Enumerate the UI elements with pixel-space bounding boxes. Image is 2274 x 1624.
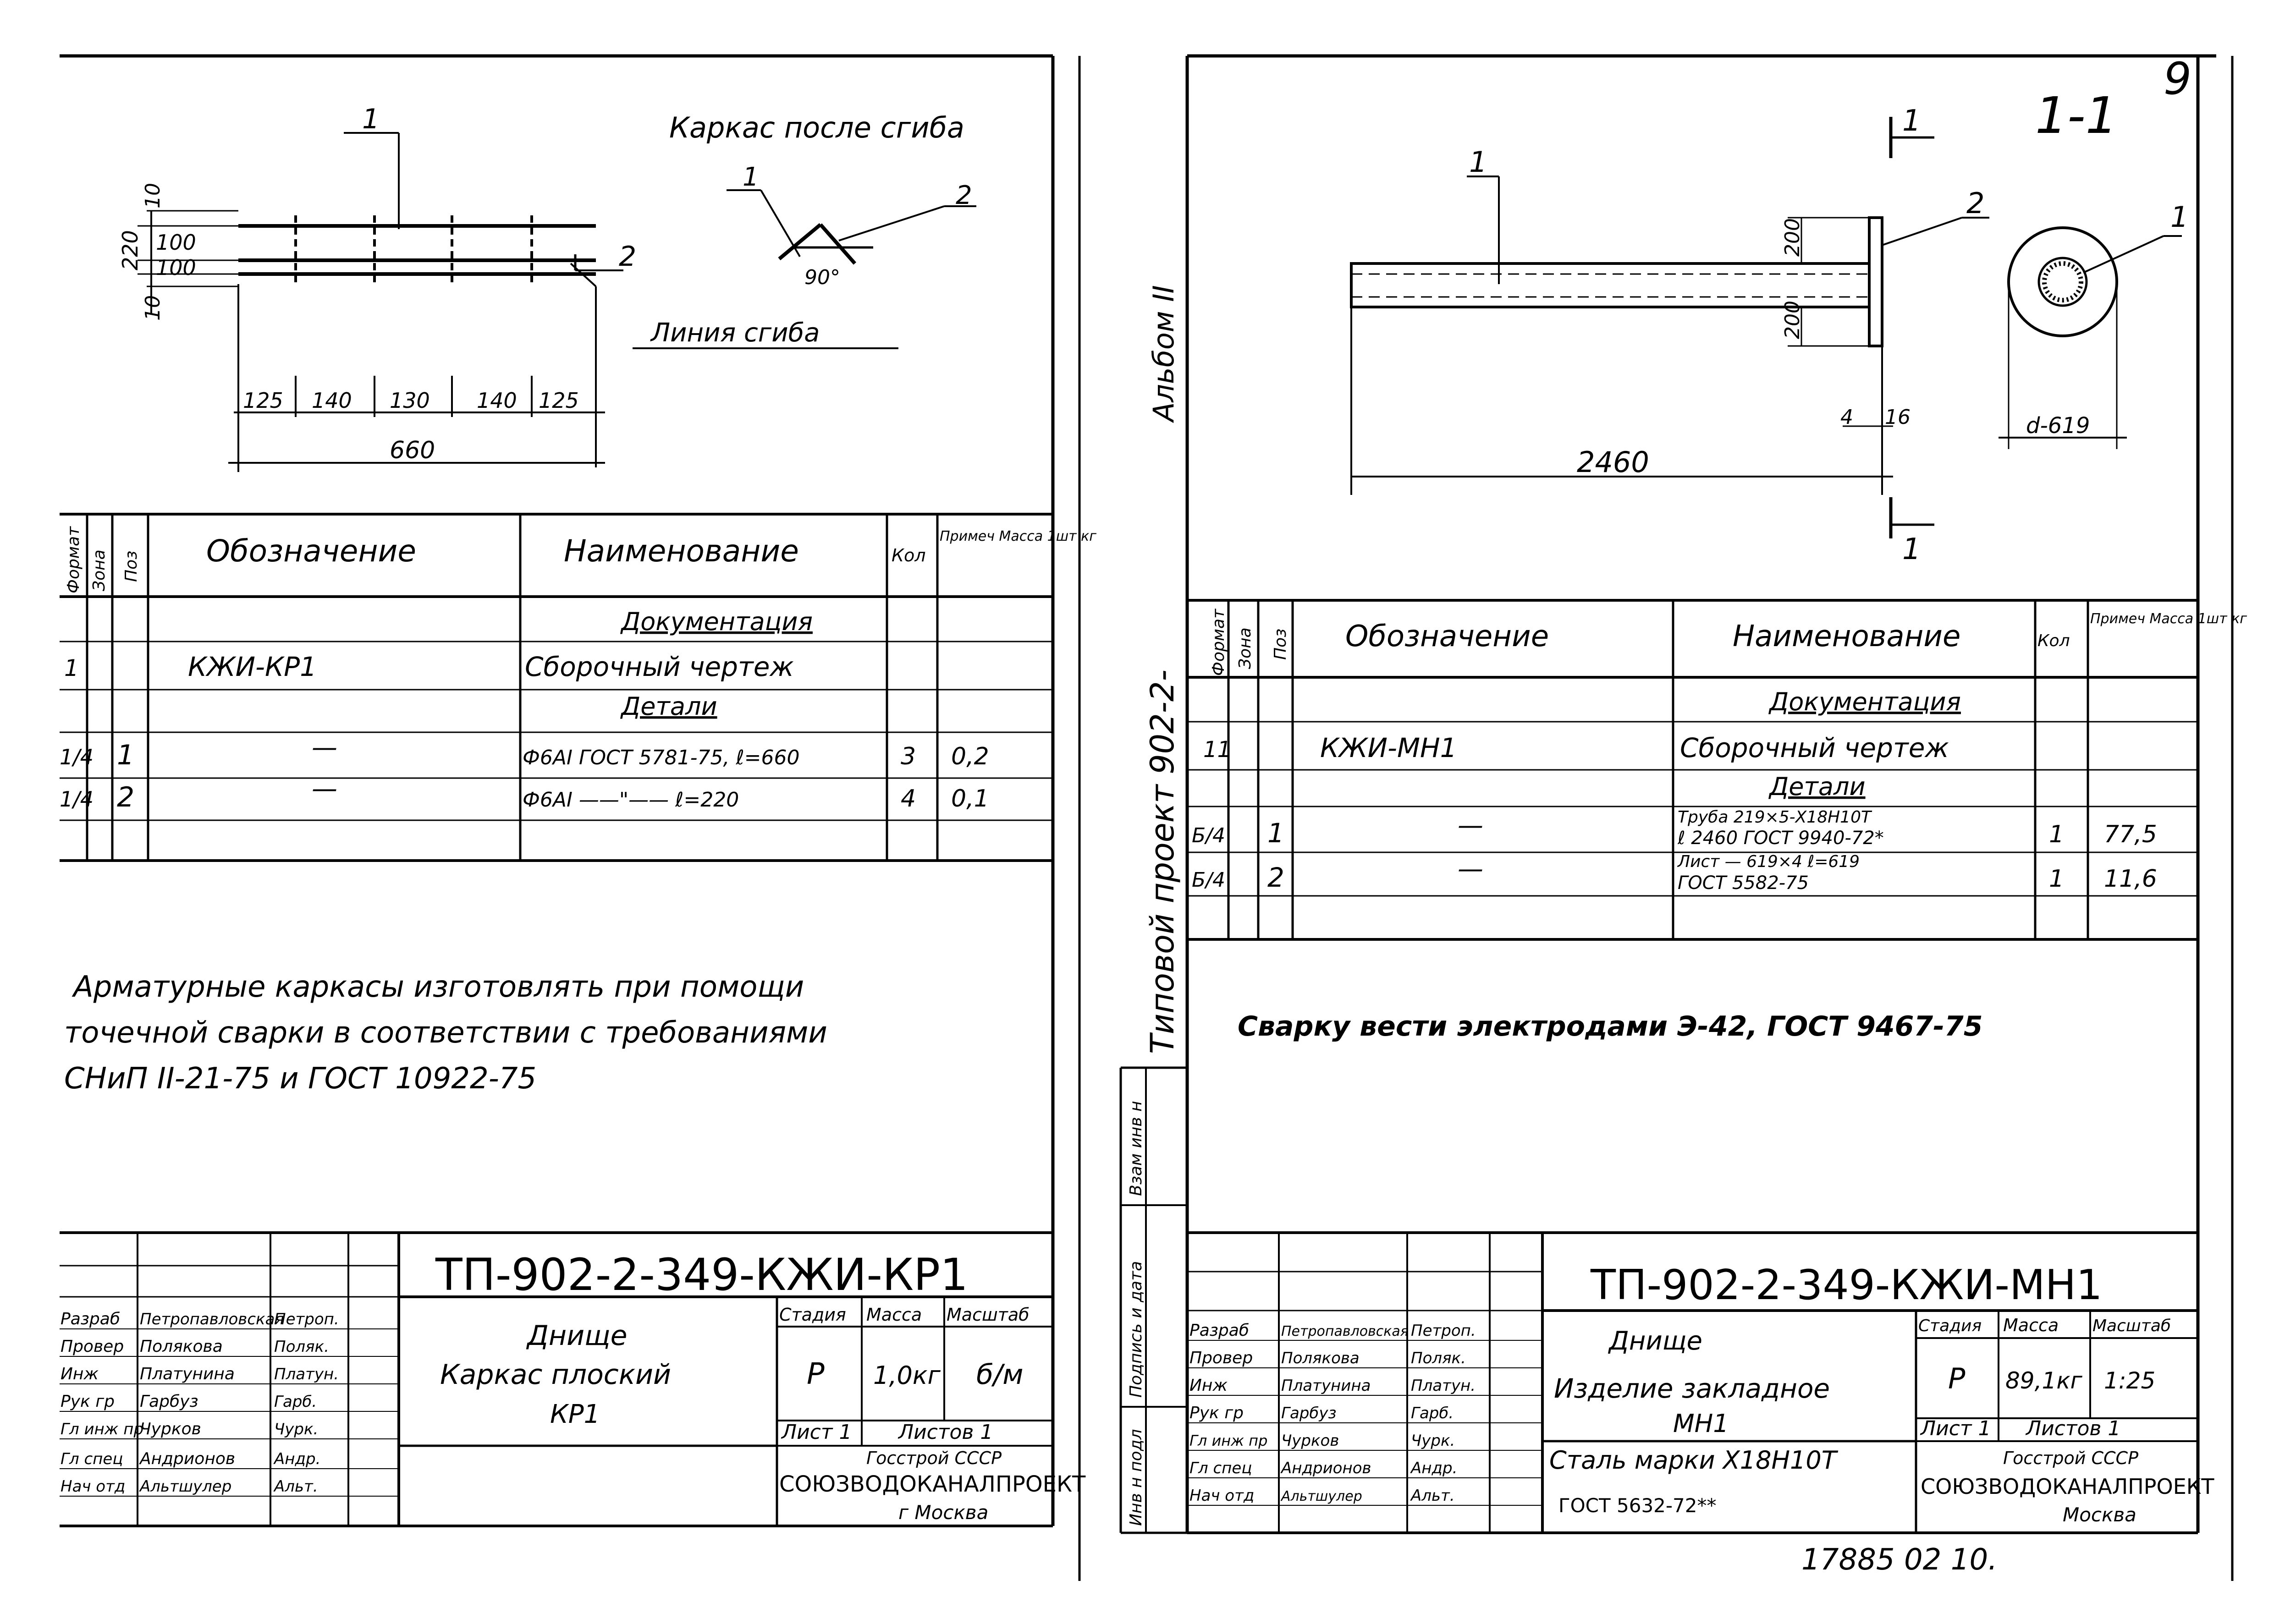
stamp-role-1: Разраб: [61, 1310, 121, 1328]
spec-header-name: Наименование: [564, 533, 799, 569]
dim-100b: 100: [156, 255, 196, 280]
cut-mark-top: 1: [1902, 104, 1921, 138]
round-callout-1: 1: [2170, 200, 2189, 234]
dim-bottom-5: 125: [539, 388, 579, 413]
dim-10b: 10: [141, 295, 165, 321]
page-number: 9: [2164, 53, 2192, 104]
spec-section-parts: Детали: [1769, 772, 1866, 801]
stamp-role-4: Рук гр: [1189, 1404, 1244, 1422]
dim-2460: 2460: [1577, 445, 1649, 479]
stamp-role-7: Нач отд: [61, 1477, 126, 1496]
stamp-stage: Р: [1948, 1362, 1966, 1395]
stamp-stage: Р: [807, 1357, 825, 1391]
end-plate: [1869, 218, 1882, 346]
stamp-signature-1: Петроп.: [1411, 1322, 1476, 1340]
vertical-album: Альбом II: [1147, 285, 1180, 422]
spec-section-docs: Документация: [621, 607, 813, 636]
stamp-role-3: Инж: [61, 1365, 99, 1383]
pipe-body: [1351, 263, 1869, 307]
side-stamp-inv: Инв н подл: [1127, 1429, 1145, 1526]
dim-200a: 200: [1781, 218, 1804, 257]
title-block-right: [1187, 1233, 2214, 1533]
spec-table-left: [60, 514, 1096, 861]
stamp-sheet: Лист 1: [782, 1421, 852, 1444]
stamp-material-1: Сталь марки Х18Н10Т: [1549, 1446, 1837, 1475]
stamp-name-4: Гарбуз: [1281, 1404, 1337, 1422]
stamp-title-2: Каркас плоский: [440, 1359, 672, 1391]
spec-row-1-format: 1/4: [60, 745, 94, 769]
dim-d: d-619: [2026, 413, 2090, 439]
left-notes: [64, 970, 827, 1096]
stamp-signature-5: Чурк.: [1411, 1432, 1455, 1450]
spec-header-zone: Зона: [1236, 627, 1255, 669]
dim-200b: 200: [1781, 301, 1804, 339]
spec-doc-name: Сборочный чертеж: [525, 651, 794, 682]
spec-row-2-pos: 2: [117, 781, 135, 813]
spec-header-note: Примеч Масса 1шт кг: [2090, 611, 2247, 627]
spec-row-1-qty: 1: [2049, 821, 2065, 848]
pipe-side-view: [1351, 145, 1989, 495]
stamp-mass-label: Масса: [2003, 1315, 2059, 1335]
stamp-sheet: Лист 1: [1921, 1417, 1991, 1440]
spec-row-2-format: Б/4: [1192, 868, 1226, 892]
spec-header-qty: Кол: [892, 545, 926, 565]
stamp-role-3: Инж: [1189, 1376, 1228, 1395]
dim-bottom-3: 130: [390, 388, 430, 413]
side-stamp-replaced: Взам инв н: [1127, 1101, 1145, 1196]
dim-220: 220: [118, 230, 143, 270]
spec-doc-format: 11: [1203, 737, 1232, 763]
stamp-name-3: Платунина: [1281, 1377, 1371, 1395]
stamp-name-2: Полякова: [1281, 1349, 1360, 1367]
stamp-role-2: Провер: [61, 1337, 124, 1356]
stamp-signature-4: Гарб.: [1411, 1404, 1454, 1422]
spec-row-1-mass: 0,2: [951, 743, 989, 770]
welding-note: Сварку вести электродами Э-42, ГОСТ 9467-75: [1238, 1010, 1983, 1042]
stamp-title-3: МН1: [1673, 1409, 1729, 1438]
spec-row-2-designation: —: [1458, 854, 1483, 884]
dim-4: 4: [1840, 406, 1853, 429]
stamp-role-7: Нач отд: [1189, 1487, 1255, 1505]
stamp-scale-label: Масштаб: [947, 1305, 1030, 1325]
dim-bottom-2: 140: [312, 388, 352, 413]
spec-row-2-name-1: Лист — 619×4 ℓ=619: [1678, 852, 1860, 871]
stamp-mass: 1,0кг: [873, 1361, 941, 1390]
stamp-signature-3: Платун.: [274, 1365, 339, 1383]
spec-header-format: Формат: [1209, 609, 1228, 676]
stamp-name-7: Альтшулер: [1281, 1488, 1362, 1504]
stamp-role-1: Разраб: [1189, 1321, 1250, 1340]
stamp-role-5: Гл инж пр: [61, 1420, 144, 1438]
spec-header-zone: Зона: [90, 549, 109, 591]
stamp-code-left: ТП-902-2-349-КЖИ-КР1: [435, 1249, 969, 1300]
stamp-role-6: Гл спец: [1189, 1459, 1252, 1477]
stamp-name-3: Платунина: [140, 1365, 235, 1383]
spec-table-right: [1187, 600, 2247, 939]
stamp-title-1: Днище: [1609, 1326, 1702, 1356]
stamp-signature-7: Альт.: [1411, 1487, 1455, 1505]
cut-mark-bottom: 1: [1902, 532, 1921, 566]
stamp-stage-label: Стадия: [1918, 1317, 1982, 1335]
spec-doc-designation: КЖИ-МН1: [1320, 732, 1457, 763]
bending-sketch: [669, 111, 976, 289]
note-line-2: точечной сварки в соответствии с требованиями: [64, 1016, 827, 1050]
stamp-signature-2: Поляк.: [1411, 1349, 1466, 1367]
bend-line-label: Линия сгиба: [651, 318, 820, 348]
spec-row-1-qty: 3: [901, 743, 916, 770]
stamp-scale-label: Масштаб: [2092, 1317, 2171, 1335]
stamp-role-6: Гл спец: [61, 1450, 123, 1468]
section-title: 1-1: [2035, 86, 2118, 145]
spec-header-pos: Поз: [122, 550, 141, 582]
spec-row-2-format: 1/4: [60, 787, 94, 812]
spec-row-1-name: Ф6АI ГОСТ 5781-75, ℓ=660: [523, 746, 800, 769]
spec-row-1-name-1: Труба 219×5-Х18Н10Т: [1678, 808, 1871, 827]
dim-10a: 10: [141, 183, 165, 208]
dim-bottom-4: 140: [477, 388, 517, 413]
title-block-left: [60, 1233, 1086, 1526]
weld-circle: [2044, 263, 2081, 300]
spec-row-1-format: Б/4: [1192, 824, 1226, 847]
spec-header-pos: Поз: [1271, 628, 1290, 660]
dim-16: 16: [1885, 406, 1911, 429]
part-callout-1: 1: [1469, 145, 1487, 179]
bending-title: Каркас после сгиба: [669, 111, 964, 144]
spec-row-1-pos: 1: [1267, 817, 1284, 849]
stamp-role-2: Провер: [1189, 1349, 1253, 1367]
spec-row-2-qty: 4: [901, 785, 916, 812]
spec-row-1-name-2: ℓ 2460 ГОСТ 9940-72*: [1678, 828, 1884, 849]
stamp-signature-6: Андр.: [274, 1450, 321, 1468]
stamp-title-2: Изделие закладное: [1554, 1373, 1830, 1404]
stamp-name-4: Гарбуз: [140, 1392, 198, 1411]
spec-row-2-pos: 2: [1267, 862, 1284, 893]
spec-section-parts: Детали: [621, 692, 717, 721]
stamp-title-1: Днище: [527, 1320, 628, 1352]
stamp-name-5: Чурков: [1281, 1432, 1339, 1450]
stamp-signature-2: Поляк.: [274, 1338, 329, 1356]
spec-section-docs: Документация: [1769, 687, 1961, 716]
flat-frame: [118, 103, 898, 472]
spec-row-2-name-2: ГОСТ 5582-75: [1678, 872, 1809, 894]
frame-callout-1: 1: [362, 103, 380, 135]
spec-row-1-designation: —: [1458, 811, 1483, 840]
stamp-material-2: ГОСТ 5632-72**: [1558, 1494, 1717, 1517]
stamp-org-2: СОЮЗВОДОКАНАЛПРОЕКТ: [779, 1471, 1086, 1497]
spec-header-designation: Обозначение: [1345, 620, 1549, 653]
left-sheet: [60, 56, 1096, 1526]
part-callout-2: 2: [1966, 187, 1985, 220]
stamp-org-1: Госстрой СССР: [866, 1448, 1002, 1468]
spec-header-note: Примеч Масса 1шт кг: [940, 528, 1097, 544]
spec-header-qty: Кол: [2037, 631, 2070, 650]
side-stamp-signature: Подпись и дата: [1127, 1261, 1145, 1398]
bend-angle: 90°: [804, 266, 840, 289]
frame-callout-2: 2: [619, 241, 637, 273]
right-sheet: [1121, 53, 2247, 1581]
dim-total: 660: [390, 437, 435, 464]
stamp-role-4: Рук гр: [61, 1392, 115, 1411]
archive-number: 17885 02 10.: [1801, 1543, 1998, 1577]
stamp-name-1: Петропавловская: [140, 1310, 284, 1328]
stamp-signature-6: Андр.: [1411, 1459, 1458, 1477]
stamp-sheets: Листов 1: [898, 1421, 993, 1444]
spec-row-2-qty: 1: [2049, 865, 2065, 893]
stamp-sheets: Листов 1: [2026, 1417, 2121, 1440]
stamp-name-2: Полякова: [140, 1337, 223, 1356]
spec-row-1-designation: —: [312, 733, 337, 763]
end-view: [1999, 200, 2188, 449]
spec-row-1-pos: 1: [117, 739, 135, 771]
bending-callout-1: 1: [743, 162, 759, 192]
stamp-mass-label: Масса: [866, 1305, 922, 1325]
stamp-name-6: Андрионов: [1281, 1459, 1371, 1477]
stamp-title-3: КР1: [550, 1399, 600, 1429]
stamp-name-5: Чурков: [140, 1420, 201, 1438]
stamp-stage-label: Стадия: [779, 1305, 846, 1325]
spec-header-format: Формат: [64, 526, 83, 593]
note-line-1: Арматурные каркасы изготовлять при помощи: [73, 970, 804, 1004]
note-line-3: СНиП II-21-75 и ГОСТ 10922-75: [64, 1062, 537, 1096]
spec-row-2-mass: 0,1: [951, 785, 989, 812]
stamp-signature-4: Гарб.: [274, 1393, 317, 1411]
stamp-code-right: ТП-902-2-349-КЖИ-МН1: [1591, 1261, 2103, 1309]
spec-row-2-mass: 11,6: [2104, 865, 2157, 893]
spec-row-1-mass: 77,5: [2104, 821, 2157, 848]
plate-circle: [2009, 228, 2117, 336]
bending-callout-2: 2: [956, 181, 972, 210]
stamp-name-1: Петропавловская: [1281, 1323, 1409, 1339]
stamp-signature-5: Чурк.: [274, 1420, 319, 1438]
stamp-signature-1: Петроп.: [274, 1310, 339, 1328]
stamp-signature-7: Альт.: [274, 1477, 318, 1496]
spec-row-2-designation: —: [312, 774, 337, 804]
spec-header-designation: Обозначение: [206, 533, 416, 569]
stamp-name-7: Альтшулер: [140, 1477, 232, 1496]
stamp-org-3: Москва: [2063, 1503, 2136, 1526]
stamp-org-1: Госстрой СССР: [2003, 1448, 2139, 1468]
dim-100a: 100: [156, 230, 196, 255]
spec-doc-format: 1: [64, 655, 79, 681]
spec-doc-designation: КЖИ-КР1: [188, 651, 317, 682]
stamp-scale: 1:25: [2104, 1367, 2156, 1394]
spec-doc-name: Сборочный чертеж: [1680, 732, 1949, 763]
stamp-name-6: Андрионов: [140, 1449, 236, 1468]
side-stamp: [1121, 1068, 1187, 1533]
spec-row-2-name: Ф6АI ——"—— ℓ=220: [523, 788, 739, 812]
stamp-signature-3: Платун.: [1411, 1377, 1476, 1395]
stamp-org-2: СОЮЗВОДОКАНАЛПРОЕКТ: [1921, 1474, 2214, 1499]
stamp-role-5: Гл инж пр: [1189, 1432, 1268, 1449]
spec-header-name: Наименование: [1733, 620, 1961, 653]
stamp-scale: б/м: [976, 1359, 1024, 1391]
vertical-project: Типовой проект 902-2-: [1144, 669, 1181, 1054]
stamp-mass: 89,1кг: [2005, 1367, 2082, 1394]
stamp-org-3: г Москва: [898, 1501, 989, 1524]
dim-bottom-1: 125: [243, 388, 283, 413]
